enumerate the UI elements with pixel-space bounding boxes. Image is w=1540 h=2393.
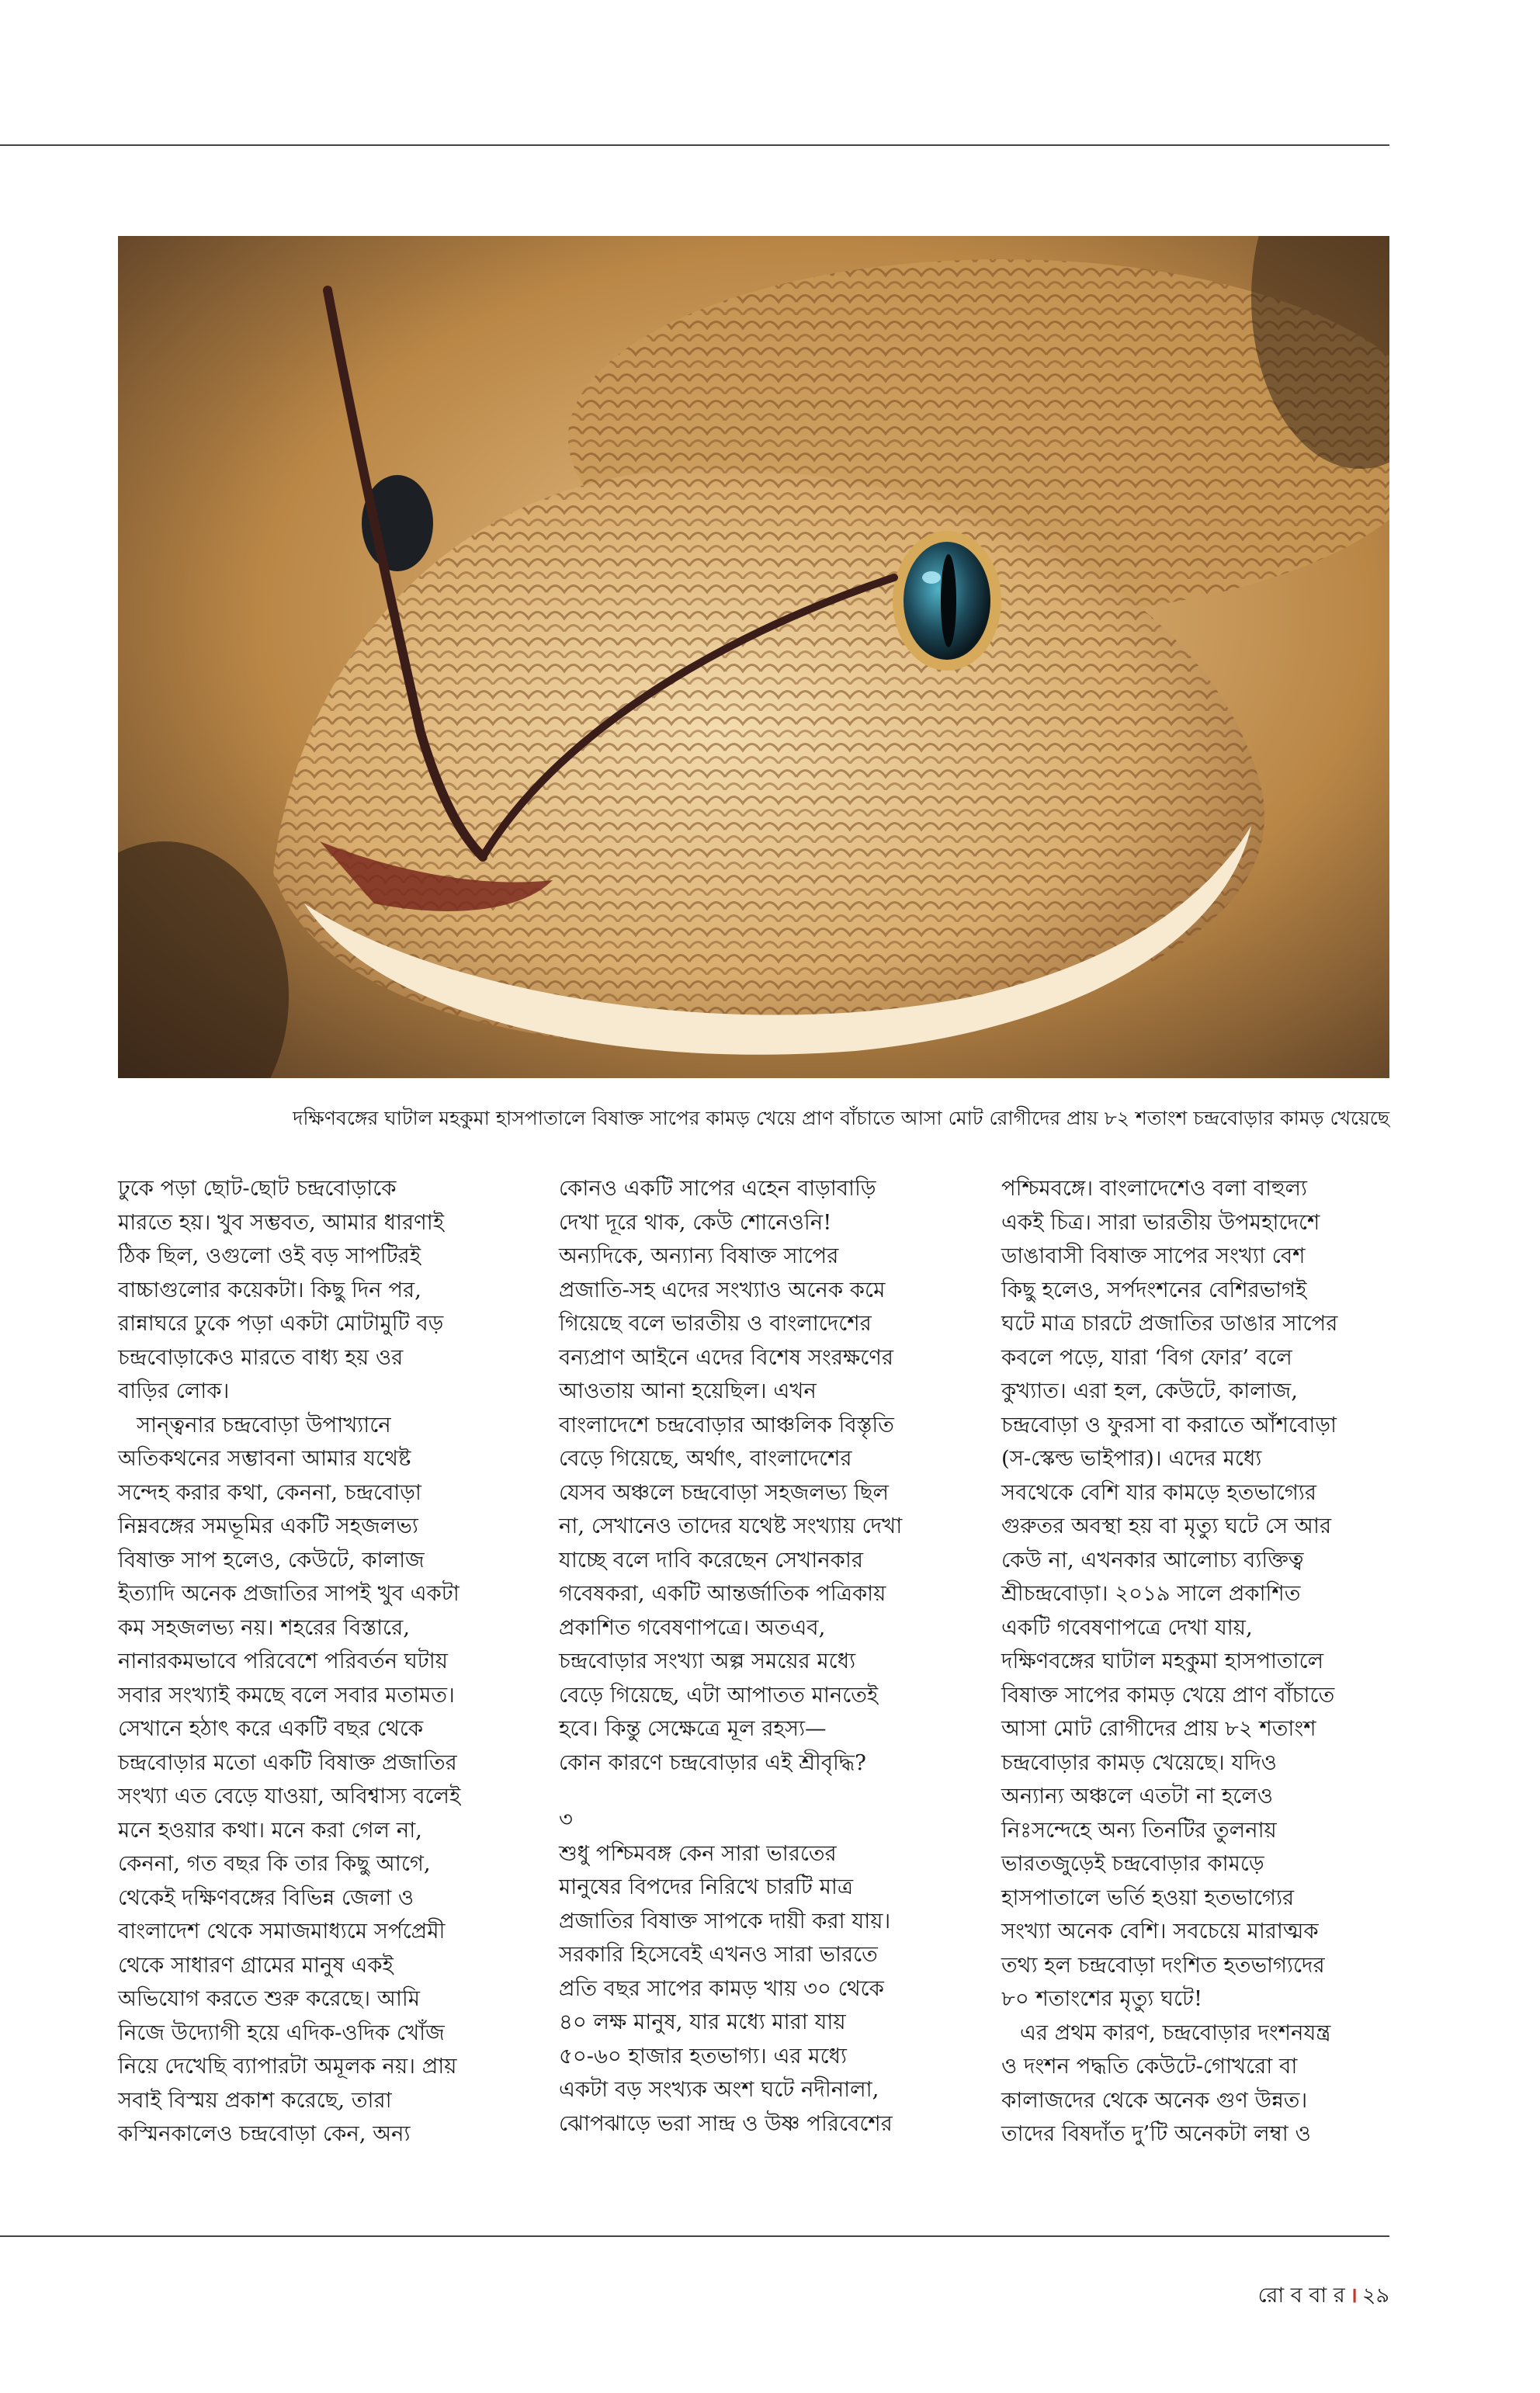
snake-head-image (118, 236, 1389, 1078)
top-rule (0, 144, 1389, 146)
footer-separator: । (1349, 2284, 1358, 2308)
snake-photo (118, 236, 1389, 1078)
bottom-rule (0, 2235, 1389, 2237)
paragraph: এর প্রথম কারণ, চন্দ্রবোড়ার দংশনযন্ত্র ও দংশন পদ্ধতি কেউটে-গোখরো বা কালাজদের থেকে অনেক গুণ উন্নত। তাদের বিষদাঁত দু’টি অনেকটা লম্বা ও (1001, 2020, 1331, 2146)
text-column-1 (118, 1172, 483, 2152)
section-number: ৩ (559, 1807, 573, 1832)
page-number: ২৯ (1361, 2284, 1389, 2308)
paragraph: পশ্চিমবঙ্গে। বাংলাদেশেও বলা বাহুল্য একই চিত্র। সারা ভারতীয় উপমহাদেশে ডাঙাবাসী বিষাক্ত সাপের সংখ্যা বেশ কিছু হলেও, সর্পদংশনের বেশিরভাগই ঘটে মাত্র চারটে প্রজাতির ডাঙার সাপের কবলে পড়ে, যারা ‘বিগ ফোর’ বলে কুখ্যাত। এরা হল, কেউটে, কালাজ, চন্দ্রবোড়া ও ফুরসা বা করাতে আঁশবোড়া (স-স্কেল্ড ভাইপার)। এদের মধ্যে সবথেকে বেশি যার কামড়ে হতভাগ্যের গুরুতর অবস্থা হয় বা মৃত্যু ঘটে সে আর কেউ না, এখনকার আলোচ্য ব্যক্তিত্ব শ্রীচন্দ্রবোড়া। ২০১৯ সালে প্রকাশিত একটি গবেষণাপত্রে দেখা যায়, দক্ষিণবঙ্গের ঘাটাল মহকুমা হাসপাতালে বিষাক্ত সাপের কামড় খেয়ে প্রাণ বাঁচাতে আসা মোট রোগীদের প্রায় ৮২ শতাংশ চন্দ্রবোড়ার কামড় খেয়েছে। যদিও অন্যান্য অঞ্চলে এতটা না হলেও নিঃসন্দেহে অন্য তিনটির তুলনায় ভারতজুড়েই চন্দ্রবোড়ার কামড়ে হাসপাতালে ভর্তি হওয়া হতভাগ্যের সংখ্যা অনেক বেশি। সবচেয়ে মারাত্মক তথ্য হল চন্দ্রবোড়া দংশিত হতভাগ্যদের ৮০ শতাংশের মৃত্যু ঘটে! (1001, 1176, 1338, 2011)
paragraph: সান্ত্বনার চন্দ্রবোড়া উপাখ্যানে অতিকথনের সম্ভাবনা আমার যথেষ্ট সন্দেহ করার কথা, কেননা, চন্দ্রবোড়া নিম্নবঙ্গের সমভূমির একটি সহজলভ্য বিষাক্ত সাপ হলেও, কেউটে, কালাজ ইত্যাদি অনেক প্রজাতির সাপই খুব একটা কম সহজলভ্য নয়। শহরের বিস্তারে, নানারকমভাবে পরিবেশে পরিবর্তন ঘটায় সবার সংখ্যাই কমছে বলে সবার মতামত। সেখানে হঠাৎ করে একটি বছর থেকে চন্দ্রবোড়ার মতো একটি বিষাক্ত প্রজাতির সংখ্যা এত বেড়ে যাওয়া, অবিশ্বাস্য বলেই মনে হওয়ার কথা। মনে করা গেল না, কেননা, গত বছর কি তার কিছু আগে, থেকেই দক্ষিণবঙ্গের বিভিন্ন জেলা ও বাংলাদেশ থেকে সমাজমাধ্যমে সর্পপ্রেমী থেকে সাধারণ গ্রামের মানুষ একই অভিযোগ করতে শুরু করেছে। আমি নিজে উদ্যোগী হয়ে এদিক-ওদিক খোঁজ নিয়ে দেখেছি ব্যাপারটা অমূলক নয়। প্রায় সবাই বিস্ময় প্রকাশ করেছে, তারা কস্মিনকালেও চন্দ্রবোড়া কেন, অন্য (118, 1412, 461, 2146)
text-column-3 (1001, 1172, 1366, 2152)
paragraph: শুধু পশ্চিমবঙ্গ কেন সারা ভারতের মানুষের বিপদের নিরিখে চারটি মাত্র প্রজাতির বিষাক্ত সাপকে দায়ী করা যায়। সরকারি হিসেবেই এখনও সারা ভারতে প্রতি বছর সাপের কামড় খায় ৩০ থেকে ৪০ লক্ষ মানুষ, যার মধ্যে মারা যায় ৫০-৬০ হাজার হতভাগ্য। এর মধ্যে একটা বড় সংখ্যক অংশ ঘটে নদীনালা, ঝোপঝাড়ে ভরা সান্দ্র ও উষ্ণ পরিবেশের (559, 1840, 893, 2136)
text-column-2 (559, 1172, 924, 2141)
photo-caption: দক্ষিণবঙ্গের ঘাটাল মহকুমা হাসপাতালে বিষাক্ত সাপের কামড় খেয়ে প্রাণ বাঁচাতে আসা মোট রোগীদের প্রায় ৮২ শতাংশ চন্দ্রবোড়ার কামড় খেয়েছে (293, 1107, 1389, 1129)
magazine-name: রো ব বা র (1257, 2284, 1345, 2308)
page-footer (1258, 2282, 1389, 2310)
paragraph: ঢুকে পড়া ছোট-ছোট চন্দ্রবোড়াকে মারতে হয়। খুব সম্ভবত, আমার ধারণাই ঠিক ছিল, ওগুলো ওই বড় সাপটিরই বাচ্চাগুলোর কয়েকটা। কিছু দিন পর, রান্নাঘরে ঢুকে পড়া একটা মোটামুটি বড় চন্দ্রবোড়াকেও মারতে বাধ্য হয় ওর বাড়ির লোক। (118, 1176, 445, 1403)
paragraph: কোনও একটি সাপের এহেন বাড়াবাড়ি দেখা দূরে থাক, কেউ শোনেওনি! অন্যদিকে, অন্যান্য বিষাক্ত সাপের প্রজাতি-সহ এদের সংখ্যাও অনেক কমে গিয়েছে বলে ভারতীয় ও বাংলাদেশের বন্যপ্রাণ আইনে এদের বিশেষ সংরক্ষণের আওতায় আনা হয়েছিল। এখন বাংলাদেশে চন্দ্রবোড়ার আঞ্চলিক বিস্তৃতি বেড়ে গিয়েছে, অর্থাৎ, বাংলাদেশের যেসব অঞ্চলে চন্দ্রবোড়া সহজলভ্য ছিল না, সেখানেও তাদের যথেষ্ট সংখ্যায় দেখা যাচ্ছে বলে দাবি করেছেন সেখানকার গবেষকরা, একটি আন্তর্জাতিক পত্রিকায় প্রকাশিত গবেষণাপত্রে। অতএব, চন্দ্রবোড়ার সংখ্যা অল্প সময়ের মধ্যে বেড়ে গিয়েছে, এটা আপাতত মানতেই হবে। কিন্তু সেক্ষেত্রে মূল রহস্য— কোন কারণে চন্দ্রবোড়ার এই শ্রীবৃদ্ধি? (559, 1176, 903, 1775)
